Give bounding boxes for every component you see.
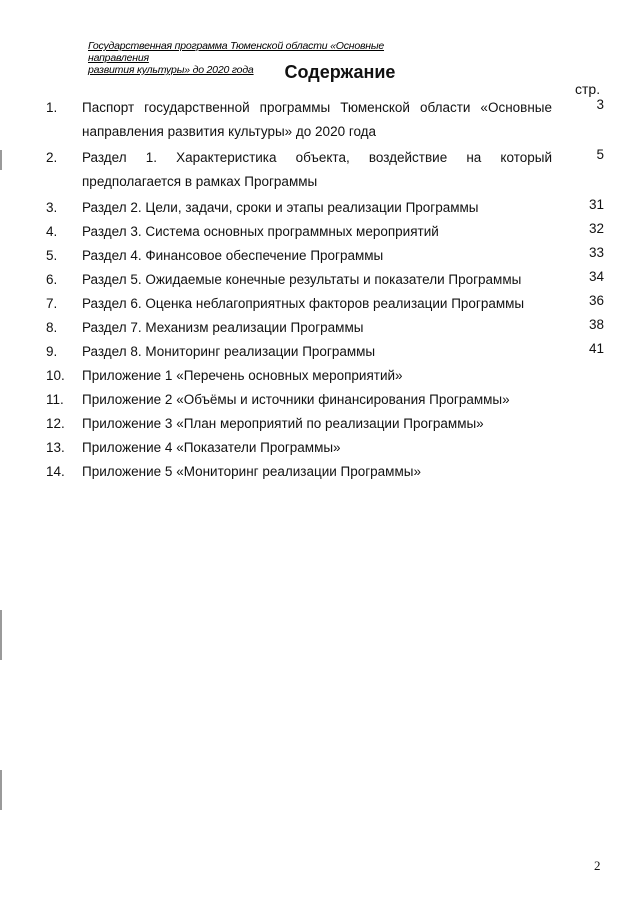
toc-entry: [0, 244, 640, 268]
toc-entry-page: 3: [596, 97, 604, 112]
toc-entry-number: 7.: [46, 296, 58, 311]
header-stamp-line: Государственная программа Тюменской области «Основные направления: [88, 40, 385, 64]
toc-entry-number: 1.: [46, 100, 58, 115]
toc-entry-text: Приложение 3 «План мероприятий по реализации Программы»: [82, 416, 484, 431]
toc-entry-number: 6.: [46, 272, 58, 287]
toc-entry-number: 10.: [46, 368, 65, 383]
toc-entry: [0, 268, 640, 292]
toc-list: [0, 96, 640, 484]
toc-entry: [0, 220, 640, 244]
toc-entry: [0, 460, 640, 484]
toc-entry-text: Раздел 5. Ожидаемые конечные результаты и показатели Программы: [82, 272, 522, 287]
toc-entry-page: 31: [588, 197, 604, 212]
toc-entry-page: 33: [588, 245, 604, 260]
toc-entry: [0, 316, 640, 340]
toc-entry-number: 5.: [46, 248, 58, 263]
toc-entry-text: Приложение 4 «Показатели Программы»: [82, 440, 341, 455]
toc-entry-number: 13.: [46, 440, 65, 455]
toc-entry-text: Раздел 1. Характеристика объекта, воздействие на который предполагается в рамках Программы: [82, 150, 552, 189]
toc-entry-page: 5: [596, 147, 604, 162]
toc-entry-number: 8.: [46, 320, 58, 335]
header-stamp-line: развития культуры» до 2020 года: [88, 64, 254, 76]
toc-entry: [0, 292, 640, 316]
scan-margin-mark: [0, 610, 2, 660]
toc-entry-text: Раздел 3. Система основных программных мероприятий: [82, 224, 439, 239]
toc-entry-text: Приложение 1 «Перечень основных мероприятий»: [82, 368, 403, 383]
toc-entry-number: 3.: [46, 200, 58, 215]
toc-entry-number: 14.: [46, 464, 65, 479]
toc-entry-text: Раздел 7. Механизм реализации Программы: [82, 320, 364, 335]
toc-entry-page: 32: [588, 221, 604, 236]
toc-entry: [0, 96, 640, 144]
toc-title: Содержание: [284, 62, 396, 82]
toc-entry: [0, 388, 640, 412]
scan-margin-mark: [0, 770, 2, 810]
toc-entry: [0, 196, 640, 220]
toc-entry-text: Паспорт государственной программы Тюменской области «Основные направления развития культуры» до 2020 года: [82, 100, 552, 139]
toc-entry-page: 38: [588, 317, 604, 332]
toc-entry-number: 11.: [46, 392, 64, 407]
toc-entry-text: Раздел 2. Цели, задачи, сроки и этапы реализации Программы: [82, 200, 479, 215]
toc-entry: [0, 146, 640, 194]
toc-entry: [0, 340, 640, 364]
toc-entry-text: Раздел 6. Оценка неблагоприятных факторов реализации Программы: [82, 296, 525, 311]
toc-entry: [0, 412, 640, 436]
toc-entry-text: Раздел 8. Мониторинг реализации Программы: [82, 344, 376, 359]
page-number: 2: [594, 858, 601, 873]
toc-entry-number: 9.: [46, 344, 58, 359]
toc-entry-page: 36: [588, 293, 604, 308]
toc-entry-number: 2.: [46, 150, 58, 165]
toc-entry-number: 12.: [46, 416, 65, 431]
toc-entry-text: Приложение 5 «Мониторинг реализации Программы»: [82, 464, 421, 479]
toc-entry-page: 41: [588, 341, 604, 356]
toc-entry-text: Приложение 2 «Объёмы и источники финансирования Программы»: [82, 392, 510, 407]
toc-entry-page: 34: [588, 269, 604, 284]
toc-entry: [0, 436, 640, 460]
toc-entry-number: 4.: [46, 224, 58, 239]
page-column-label: стр.: [575, 81, 601, 97]
toc-entry-text: Раздел 4. Финансовое обеспечение Программы: [82, 248, 384, 263]
toc-entry: [0, 364, 640, 388]
